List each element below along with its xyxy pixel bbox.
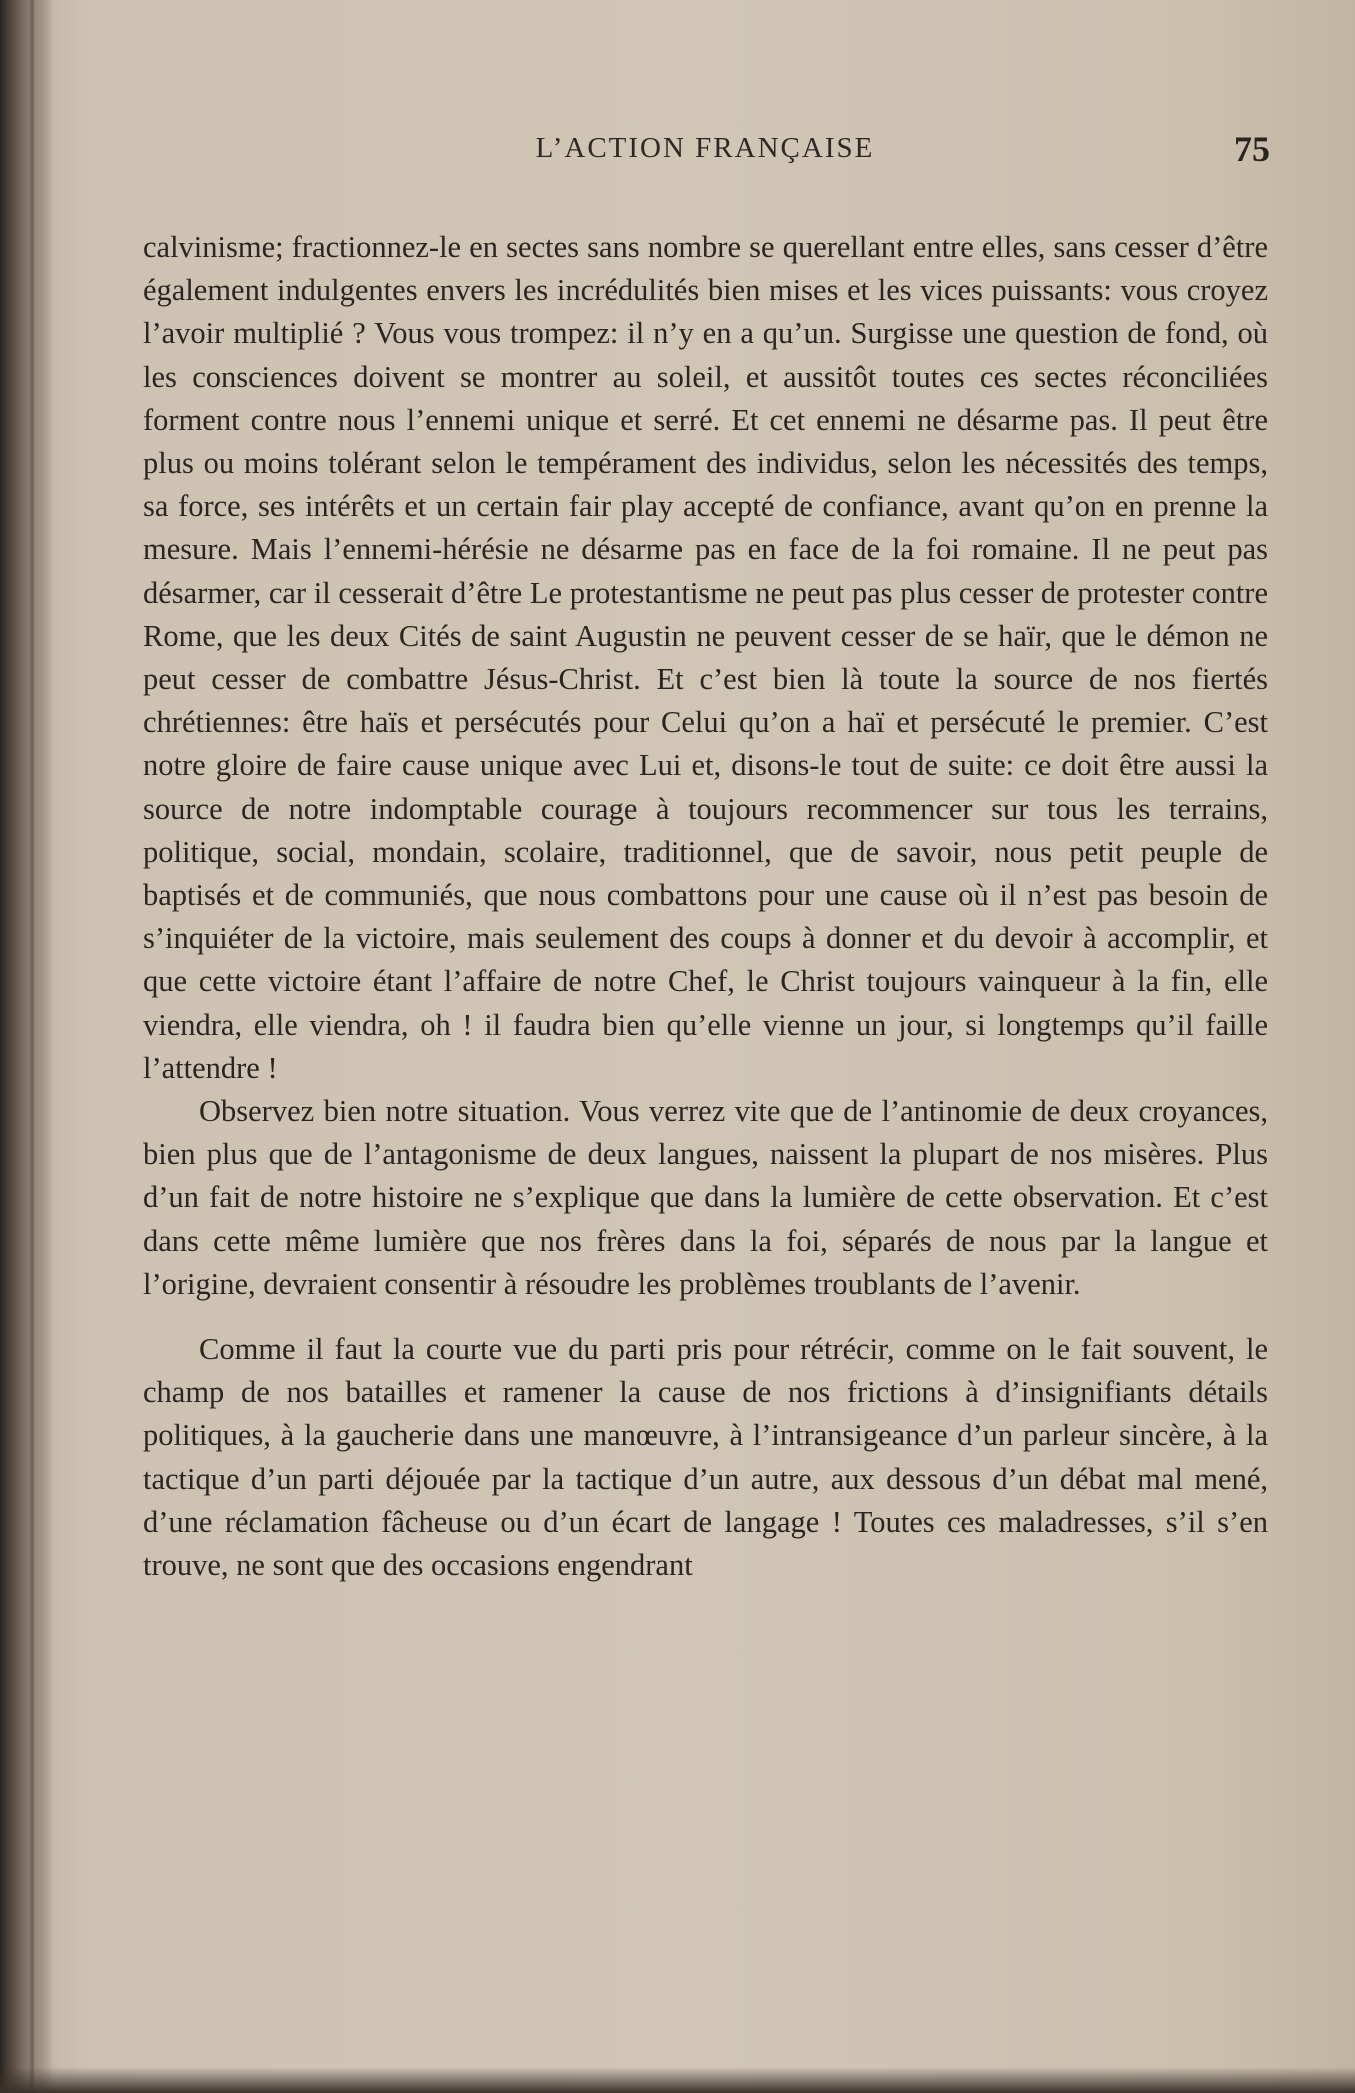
page-number: 75 xyxy=(1234,129,1270,169)
page-header xyxy=(140,128,1270,178)
paragraph-2: Observez bien notre situation. Vous verrez vite que de l’antinomie de deux croyances, bien plus que de l’antagonisme de deux langues, naissent la plupart de nos misères. Plus d’un fait de notre histoire ne s’explique que dans la lumière de cette observation. Et c’est dans cette même lumière que nos frères dans la foi, séparés de nous par la langue et l’origine, devraient consentir à résoudre les problèmes troublants de l’avenir. xyxy=(143,1094,1268,1301)
body-text xyxy=(143,226,1268,1587)
paragraph-3: Comme il faut la courte vue du parti pris pour rétrécir, comme on le fait souvent, le champ de nos batailles et ramener la cause de nos frictions à d’insignifiants détails politiques, à la gaucherie dans une manœuvre, à l’intransigeance d’un parleur sincère, à la tactique d’un parti déjouée par la tactique d’un autre, aux dessous d’un débat mal mené, d’une réclamation fâcheuse ou d’un écart de langage ! Toutes ces maladresses, s’il s’en trouve, ne sont que des occasions engendrant xyxy=(143,1332,1268,1583)
running-title: L’ACTION FRANÇAISE xyxy=(535,132,875,164)
paragraph-1: calvinisme; fractionnez-le en sectes sans nombre se querellant entre elles, sans cesser d’être également indulgentes envers les incrédulités bien mises et les vices puissants: vous croyez l’avoir multiplié ? Vous vous trompez: il n’y en a qu’un. Surgisse une question de fond, où les consciences doivent se montrer au soleil, et aussitôt toutes ces sectes réconciliées forment contre nous l’ennemi unique et serré. Et cet ennemi ne désarme pas. Il peut être plus ou moins tolérant selon le tempérament des individus, selon les nécessités des temps, sa force, ses intérêts et un certain fair play accepté de confiance, avant qu’on en prenne la mesure. Mais l’ennemi-hérésie ne désarme pas en face de la foi romaine. Il ne peut pas désarmer, car il cesserait d’être Le protestantisme ne peut pas plus cesser de protester contre Rome, que les deux Cités de saint Augustin ne peuvent cesser de se haïr, que le démon ne peut cesser de combattre Jésus-Christ. Et c’est bien là toute la source de nos fiertés chrétiennes: être haïs et persécutés pour Celui qu’on a haï et persécuté le premier. C’est notre gloire de faire cause unique avec Lui et, disons-le tout de suite: ce doit être aussi la source de notre indomptable courage à toujours recommencer sur tous les terrains, politique, social, mondain, scolaire, traditionnel, que de savoir, nous petit peuple de baptisés et de communiés, que nous combattons pour une cause où il n’est pas besoin de s’inquiéter de la victoire, mais seulement des coups à donner et du devoir à accomplir, et que cette victoire étant l’affaire de notre Chef, le Christ toujours vainqueur à la fin, elle viendra, elle viendra, oh ! il faudra bien qu’elle vienne un jour, si longtemps qu’il faille l’attendre ! xyxy=(143,230,1268,1085)
gutter-shadow-line xyxy=(30,0,34,2093)
book-gutter xyxy=(0,0,54,2093)
page-bottom-edge xyxy=(0,2067,1355,2093)
